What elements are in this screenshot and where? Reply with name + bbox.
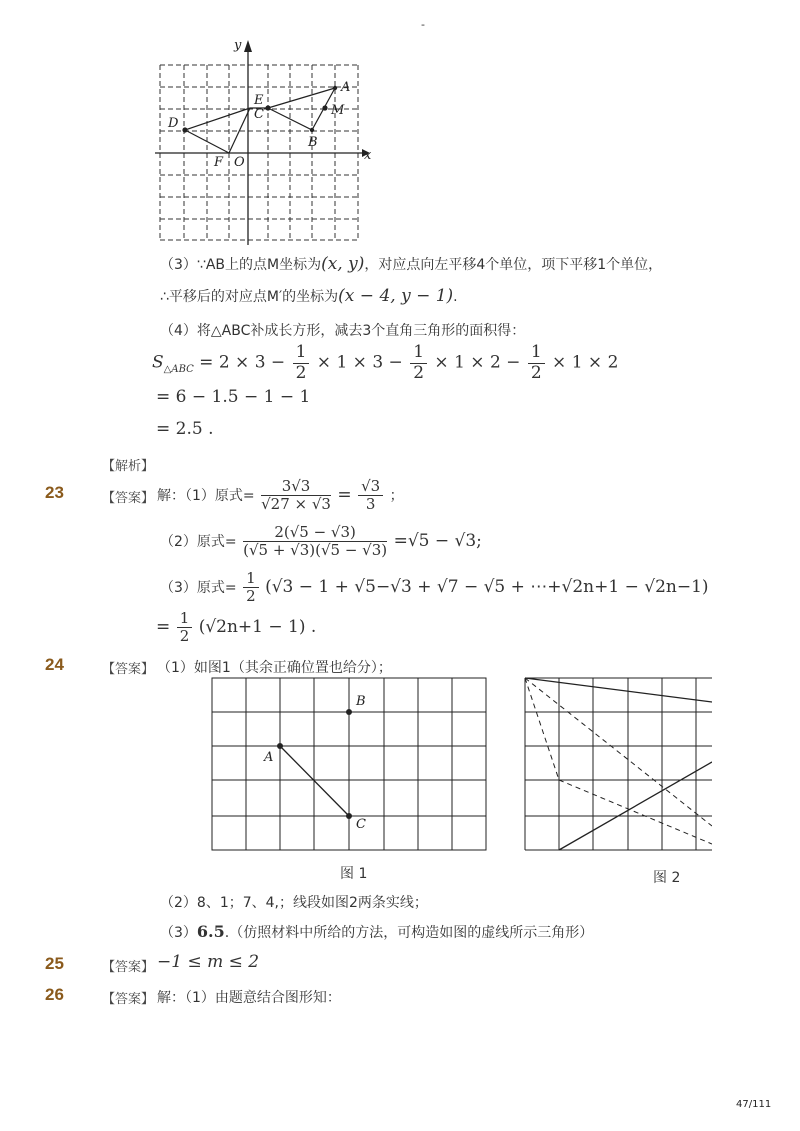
q23-answer-label: 【答案】 bbox=[102, 491, 155, 506]
figure-2-grid bbox=[522, 676, 712, 854]
label-o: O bbox=[234, 155, 245, 170]
q22-area-line2: = 6 − 1.5 − 1 − 1 bbox=[156, 387, 311, 407]
fig1-label-c: C bbox=[356, 817, 366, 832]
fig1-label-b: B bbox=[356, 694, 366, 709]
label-y: y bbox=[234, 38, 242, 53]
q23-p3b: = $\frac{1}{2}$ (√2n+1 − 1) . bbox=[156, 609, 317, 646]
fig1-label-a: A bbox=[264, 750, 274, 765]
q22-p4-text: （4）将△ABC补成长方形，减去3个直角三角形的面积得： bbox=[160, 323, 526, 339]
label-e: E bbox=[254, 93, 264, 108]
label-d: D bbox=[168, 116, 179, 131]
top-mark: - bbox=[421, 18, 425, 31]
q22-p3-line1: （3）∵AB上的点M坐标为(x, y)，对应点向左平移4个单位，项下平移1个单位， bbox=[160, 254, 663, 274]
figure-2-caption: 图 2 bbox=[653, 870, 681, 886]
q22-p3-line2: ∴平移后的对应点M′的坐标为(x − 4, y − 1). bbox=[160, 286, 458, 306]
q23-number: 23 bbox=[45, 483, 64, 502]
q24-p2: （2）8、1；7、4,；线段如图2两条实线； bbox=[160, 895, 428, 911]
q26-answer-label: 【答案】 bbox=[102, 992, 155, 1007]
label-m: M bbox=[331, 103, 345, 118]
figure-1-caption: 图 1 bbox=[340, 866, 368, 882]
q26-p1: 解：（1）由题意结合图形知： bbox=[157, 990, 341, 1006]
q24-p1: （1）如图1（其余正确位置也给分）； bbox=[157, 660, 392, 676]
coordinate-grid-figure bbox=[150, 30, 380, 245]
label-x: x bbox=[364, 148, 372, 163]
q23-p3: （3）原式= $\frac{1}{2}$ (√3 − 1 + √5−√3 + √7 − √5 + ⋯+√2n+1 − √2n−1) bbox=[160, 569, 709, 606]
q25-number: 25 bbox=[45, 954, 64, 973]
q25-answer-label: 【答案】 bbox=[102, 960, 155, 975]
analysis-label: 【解析】 bbox=[102, 459, 155, 474]
q24-number: 24 bbox=[45, 655, 64, 674]
q24-answer-label: 【答案】 bbox=[102, 662, 155, 677]
label-c: C bbox=[254, 107, 264, 122]
q23-p1: 解：（1）原式= $\frac{3√3}{√27 \times √3}$ = $\frac{√3}{3}$ ； bbox=[157, 477, 404, 514]
q22-area-line1: $S_{\triangle ABC} = 2 \times 3$ − $\frac{1}{2}$ × 1 × 3 − $\frac{1}{2}$ × 1 × 2 − $\frac{1}{2}$ × 1 × 2 bbox=[152, 342, 619, 383]
q24-p3: （3）6.5.（仿照材料中所给的方法，可构造如图的虚线所示三角形） bbox=[160, 922, 594, 941]
q23-p2: （2）原式= $\frac{2(√5 - √3)}{(√5 + √3)(√5 - √3)}$ =√5 − √3; bbox=[160, 523, 482, 560]
q22-area-line3: = 2.5 . bbox=[156, 419, 214, 439]
label-f: F bbox=[214, 155, 224, 170]
q26-number: 26 bbox=[45, 985, 64, 1004]
q25-answer: −1 ≤ m ≤ 2 bbox=[157, 952, 260, 972]
figure-1-grid bbox=[210, 676, 490, 854]
label-b: B bbox=[308, 135, 318, 150]
page-number: 47/111 bbox=[736, 1099, 772, 1110]
label-a: A bbox=[341, 80, 351, 95]
